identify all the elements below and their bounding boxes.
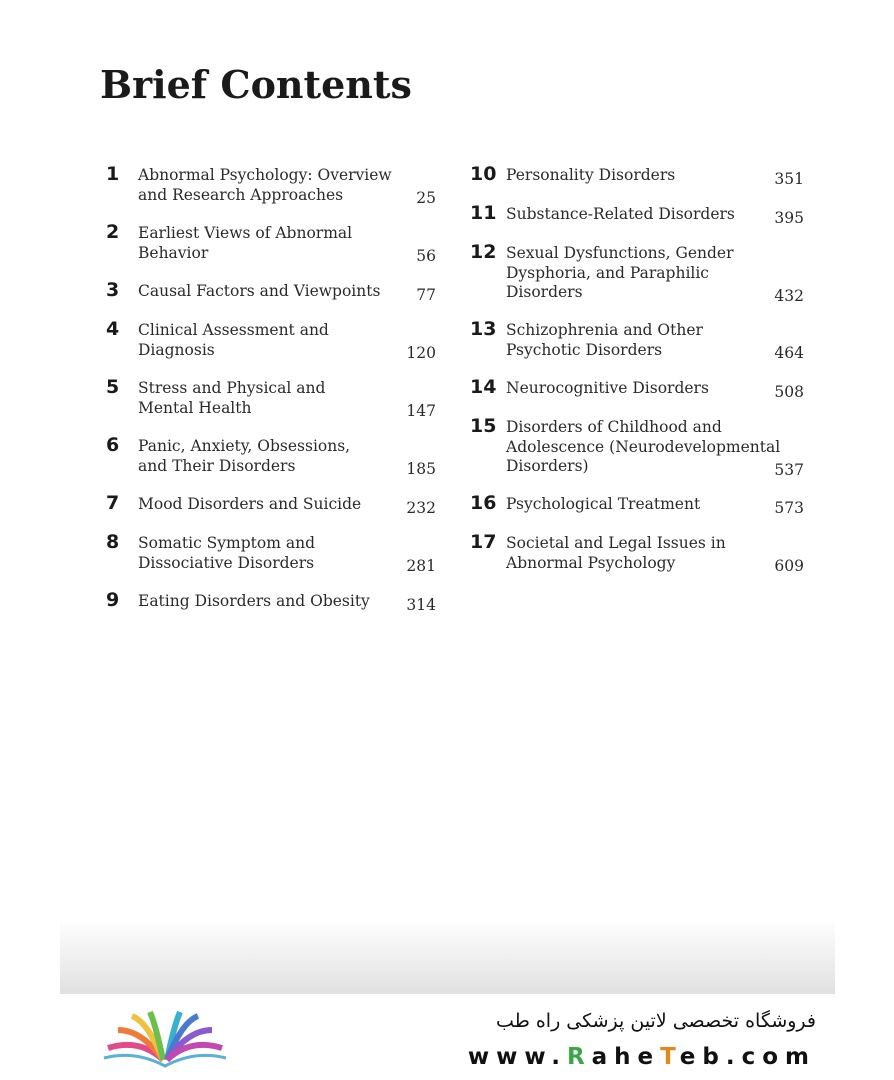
store-name: فروشگاه تخصصی لاتین پزشکی راه طب xyxy=(496,1010,816,1032)
page-number: 395 xyxy=(774,208,804,227)
toc-entry[interactable] xyxy=(470,492,804,515)
chapter-number: 7 xyxy=(106,492,120,514)
chapter-title: Disorders of Childhood and Adolescence (Neurodevelopmental Disorders) xyxy=(506,418,781,475)
page-number: 464 xyxy=(774,344,804,362)
chapter-number: 3 xyxy=(106,279,120,301)
page-number: 77 xyxy=(416,285,436,304)
chapter-number: 15 xyxy=(470,415,497,437)
chapter-title: Causal Factors and Viewpoints xyxy=(138,282,381,300)
toc-entry[interactable] xyxy=(106,376,436,418)
toc-entry[interactable] xyxy=(106,163,436,205)
toc-entry[interactable] xyxy=(106,434,436,476)
chapter-title: Clinical Assessment and Diagnosis xyxy=(138,321,329,359)
toc-entry[interactable] xyxy=(470,376,804,399)
page-bottom-shadow xyxy=(60,918,835,994)
chapter-title: Neurocognitive Disorders xyxy=(506,379,709,397)
page-number: 147 xyxy=(406,402,436,420)
chapter-number: 12 xyxy=(470,241,497,263)
chapter-number: 2 xyxy=(106,221,120,243)
chapter-number: 16 xyxy=(470,492,497,514)
open-book-icon xyxy=(100,1008,230,1068)
chapter-number: 4 xyxy=(106,318,120,340)
toc-entry[interactable] xyxy=(106,221,436,263)
chapter-title: Panic, Anxiety, Obsessions, and Their Disorders xyxy=(138,437,351,475)
page-number: 351 xyxy=(774,169,804,188)
toc-entry[interactable] xyxy=(106,492,436,515)
chapter-number: 6 xyxy=(106,434,120,456)
chapter-number: 14 xyxy=(470,376,497,398)
page-number: 120 xyxy=(406,344,436,362)
chapter-title: Psychological Treatment xyxy=(506,495,701,513)
chapter-title: Sexual Dysfunctions, Gender Dysphoria, and Paraphilic Disorders xyxy=(506,244,734,301)
chapter-number: 8 xyxy=(106,531,120,553)
page-number: 185 xyxy=(406,460,436,478)
toc-entry[interactable] xyxy=(470,202,804,225)
page-number: 432 xyxy=(774,286,804,305)
page-number: 609 xyxy=(774,557,804,575)
page-number: 56 xyxy=(416,247,436,265)
toc-entry[interactable] xyxy=(106,531,436,573)
chapter-title: Schizophrenia and Other Psychotic Disorders xyxy=(506,321,703,359)
page-number: 314 xyxy=(406,595,436,614)
page-number: 232 xyxy=(406,498,436,517)
page-number: 508 xyxy=(774,382,804,401)
toc-entry[interactable] xyxy=(470,531,804,573)
page-number: 573 xyxy=(774,498,804,517)
toc-entry[interactable] xyxy=(106,318,436,360)
chapter-number: 13 xyxy=(470,318,497,340)
chapter-number: 17 xyxy=(470,531,497,553)
chapter-number: 10 xyxy=(470,163,497,185)
chapter-title: Stress and Physical and Mental Health xyxy=(138,379,326,417)
toc-entry[interactable] xyxy=(470,163,804,186)
chapter-title: Societal and Legal Issues in Abnormal Psychology xyxy=(506,534,726,572)
store-url[interactable]: www.RaheTeb.com xyxy=(467,1044,816,1070)
toc-entry[interactable] xyxy=(470,241,804,303)
toc-entry[interactable] xyxy=(470,415,804,477)
chapter-title: Eating Disorders and Obesity xyxy=(138,592,370,610)
chapter-number: 11 xyxy=(470,202,497,224)
chapter-title: Abnormal Psychology: Overview and Research Approaches xyxy=(138,166,392,204)
chapter-number: 1 xyxy=(106,163,120,185)
toc-entry[interactable] xyxy=(106,279,436,302)
page-number: 25 xyxy=(416,189,436,207)
chapter-title: Earliest Views of Abnormal Behavior xyxy=(138,224,353,262)
chapter-title: Substance-Related Disorders xyxy=(506,205,735,223)
chapter-title: Mood Disorders and Suicide xyxy=(138,495,362,513)
toc-entry[interactable] xyxy=(470,318,804,360)
page-number: 537 xyxy=(774,460,804,479)
page-number: 281 xyxy=(406,557,436,575)
chapter-number: 5 xyxy=(106,376,120,398)
chapter-title: Somatic Symptom and Dissociative Disorders xyxy=(138,534,316,572)
chapter-title: Personality Disorders xyxy=(506,166,676,184)
page-title: Brief Contents xyxy=(100,62,412,107)
chapter-number: 9 xyxy=(106,589,120,611)
toc-entry[interactable] xyxy=(106,589,436,612)
